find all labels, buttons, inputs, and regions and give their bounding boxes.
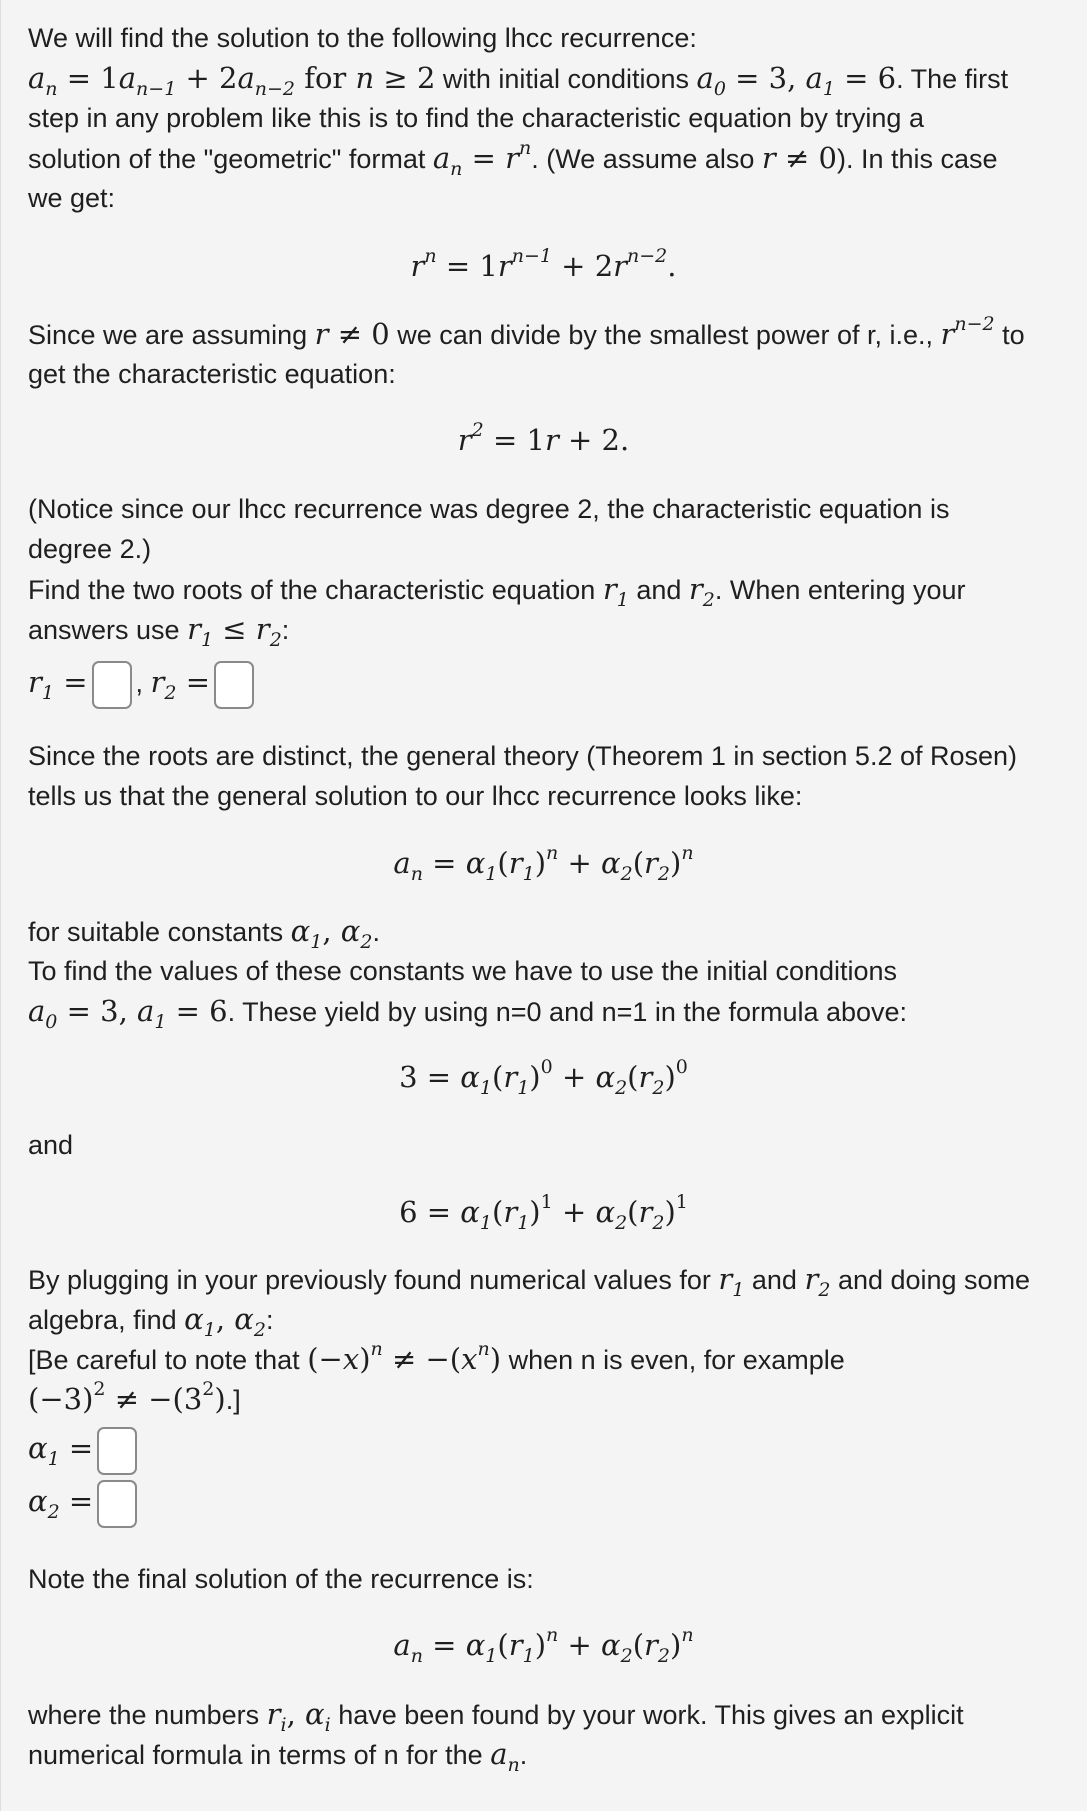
initial-line-1: To find the values of these constants we have to use the initial conditions xyxy=(28,956,898,986)
alpha1-row: $\alpha_1$ = xyxy=(28,1422,141,1478)
char-eq-intro: get the characteristic equation: xyxy=(28,359,396,389)
where-line: where the numbers $r_i$, $\alpha_i$ have been found by your work. This gives an explicit xyxy=(28,1697,964,1736)
r2-input[interactable] xyxy=(214,661,254,709)
alpha2-input[interactable] xyxy=(97,1480,137,1528)
plug-line: By plugging in your previously found numerical values for $r_1$ and $r_2$ and doing some xyxy=(28,1262,1031,1301)
initial-equation-n0: $3 = \alpha_1(r_1)^0 + \alpha_2(r_2)^0$ xyxy=(399,1056,688,1099)
general-solution-equation: $a_n = \alpha_1(r_1)^n + \alpha_2(r_2)^n$ xyxy=(393,842,694,885)
notice-line-2: degree 2.) xyxy=(28,534,152,564)
constants-line: for suitable constants $\alpha_1$, $\alpha_2$. xyxy=(28,914,380,953)
recurrence-line: $a_n = 1a_{n-1} + 2a_{n-2}$ for n ≥ 2 with initial conditions $a_0 = 3$, $a_1 = 6$. The first xyxy=(28,61,1009,100)
careful-example-line: $(-3)^2 \ne -(3^2)$.] xyxy=(28,1378,241,1416)
recurrence-formula: $a_n = 1a_{n-1} + 2a_{n-2}$ for n ≥ 2 xyxy=(28,61,436,100)
alpha2-row: $\alpha_2$ = xyxy=(28,1475,141,1531)
formula-line: numerical formula in terms of n for the $a_n$. xyxy=(28,1737,528,1776)
notice-line-1: (Notice since our lhcc recurrence was degree 2, the characteristic equation is xyxy=(28,494,950,524)
roots-input-row: $r_1$ = , $r_2$ = xyxy=(28,656,258,712)
initial-equation-n1: $6 = \alpha_1(r_1)^1 + \alpha_2(r_2)^1$ xyxy=(399,1191,688,1234)
initial-conditions-formula: $a_0 = 3$, $a_1 = 6$ xyxy=(696,61,897,100)
algebra-line: algebra, find $\alpha_1$, $\alpha_2$: xyxy=(28,1302,274,1341)
alpha1-input[interactable] xyxy=(97,1427,137,1475)
divide-line: Since we are assuming r ≠ 0 we can divide by the smallest power of r, i.e., $r^{n-2}$ to xyxy=(28,313,1025,351)
r1-input[interactable] xyxy=(92,661,132,709)
and-line: and xyxy=(28,1130,74,1160)
final-note-line: Note the final solution of the recurrence is: xyxy=(28,1564,534,1594)
distinct-line-1: Since the roots are distinct, the general theory (Theorem 1 in section 5.2 of Rosen) xyxy=(28,741,1018,771)
distinct-line-2: tells us that the general solution to our lhcc recurrence looks like: xyxy=(28,781,803,811)
intro-line: We will find the solution to the following lhcc recurrence: xyxy=(28,23,697,53)
roots-prompt: Find the two roots of the characteristic equation $r_1$ and $r_2$. When entering your xyxy=(28,572,966,611)
intro-line-3: step in any problem like this is to find the characteristic equation by trying a xyxy=(28,103,924,133)
characteristic-equation: $r^2 = 1r + 2$. xyxy=(457,419,630,457)
geometric-equation: $r^n = 1r^{n-1} + 2r^{n-2}$. xyxy=(410,245,677,283)
initial-line-2: $a_0 = 3$, $a_1 = 6$. These yield by using n=0 and n=1 in the formula above: xyxy=(28,994,908,1033)
intro-line-4: solution of the "geometric" format $a_n = r^n$. (We assume also r ≠ 0). In this case xyxy=(28,137,998,180)
roots-order-note: answers use $r_1 \le r_2$: xyxy=(28,612,290,651)
careful-line: [Be careful to note that $(-x)^n \ne -(x^n)$ when n is even, for example xyxy=(28,1338,845,1376)
final-solution-equation: $a_n = \alpha_1(r_1)^n + \alpha_2(r_2)^n$ xyxy=(393,1624,694,1667)
intro-line-5: we get: xyxy=(28,183,116,213)
